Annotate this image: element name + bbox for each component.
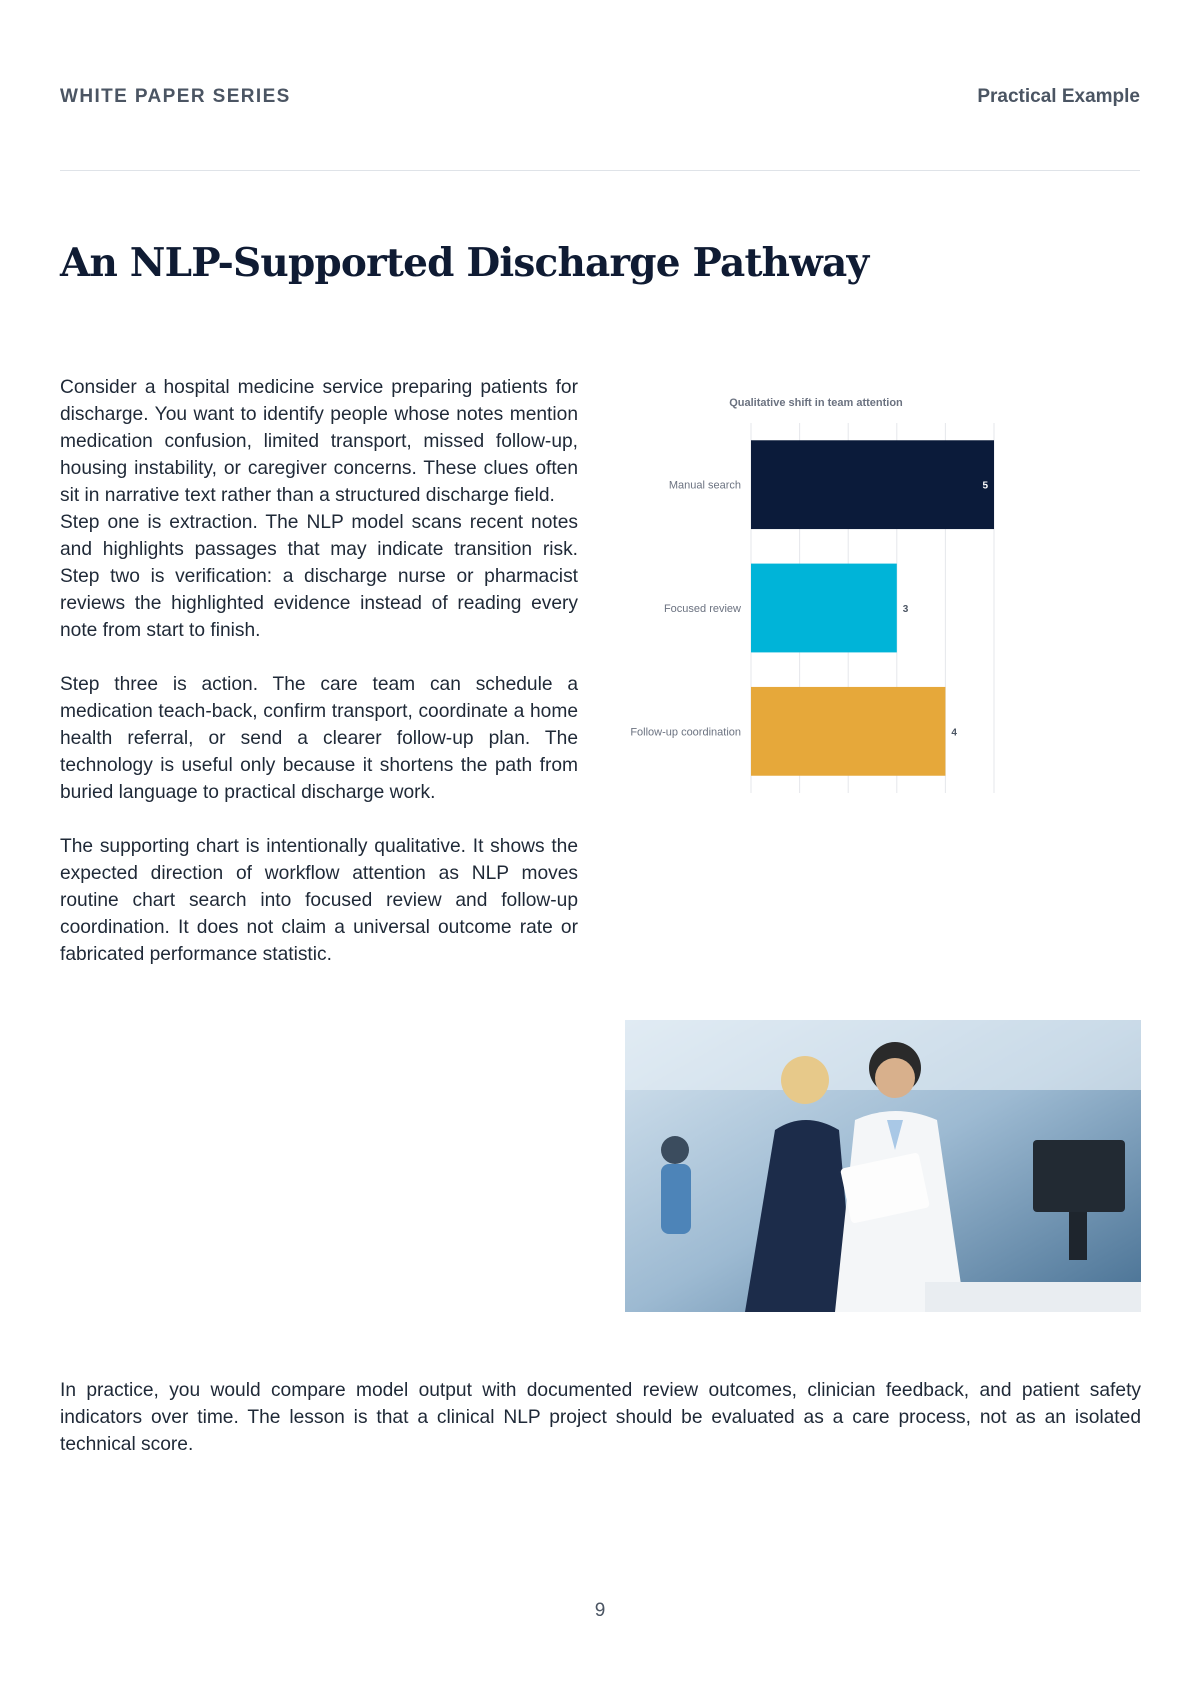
header-divider: [60, 170, 1140, 171]
body-paragraph-1: Consider a hospital medicine service preparing patients for discharge. You want to identify people whose notes mention medication confusion, limited transport, missed follow-up, housing instability, or caregiver concerns. These clues often sit in narrative text rather than a structured discharge field.: [60, 377, 578, 506]
section-label: Practical Example: [977, 86, 1140, 107]
page-number: 9: [594, 1600, 606, 1621]
body-paragraph-3: Step three is action. The care team can schedule a medication teach-back, confirm transport, coordinate a home health referral, or send a clearer follow-up plan. The technology is useful only because it shortens the path from buried language to practical discharge work.: [60, 674, 578, 803]
chart-value-label: 5: [982, 480, 988, 492]
clinicians-illustration: [625, 1020, 1141, 1312]
body-column: [60, 374, 578, 968]
chart-title: Qualitative shift in team attention: [729, 397, 903, 409]
chart-category-label: Follow-up coordination: [630, 726, 741, 739]
chart-category-label: Focused review: [663, 603, 741, 615]
closing-paragraph: In practice, you would compare model output with documented review outcomes, clinician feedback, and patient safety indicators over time. The lesson is that a clinical NLP project should be evaluated as a care process, not as an isolated technical score.: [60, 1380, 1141, 1455]
series-label: WHITE PAPER SERIES: [60, 86, 291, 107]
chart-svg: [620, 388, 1040, 828]
attention-chart: [620, 388, 1040, 828]
chart-bar: [751, 564, 897, 653]
page-title: An NLP-Supported Discharge Pathway: [60, 240, 869, 286]
chart-bar: [751, 687, 945, 776]
chart-value-label: 4: [951, 727, 957, 739]
chart-category-label: Manual search: [668, 479, 741, 492]
chart-bars: [630, 440, 994, 775]
body-paragraph-4: The supporting chart is intentionally qualitative. It shows the expected direction of workflow attention as NLP moves routine chart search into focused review and follow-up coordination. It does not claim a universal outcome rate or fabricated performance statistic.: [60, 836, 578, 965]
chart-bar: [751, 440, 994, 529]
body-paragraph-2: Step one is extraction. The NLP model scans recent notes and highlights passages that may indicate transition risk. Step two is verification: a discharge nurse or pharmacist reviews the highlighted evidence instead of reading every note from start to finish.: [60, 512, 578, 641]
clinicians-photo: [625, 1020, 1141, 1312]
chart-value-label: 3: [902, 604, 909, 615]
